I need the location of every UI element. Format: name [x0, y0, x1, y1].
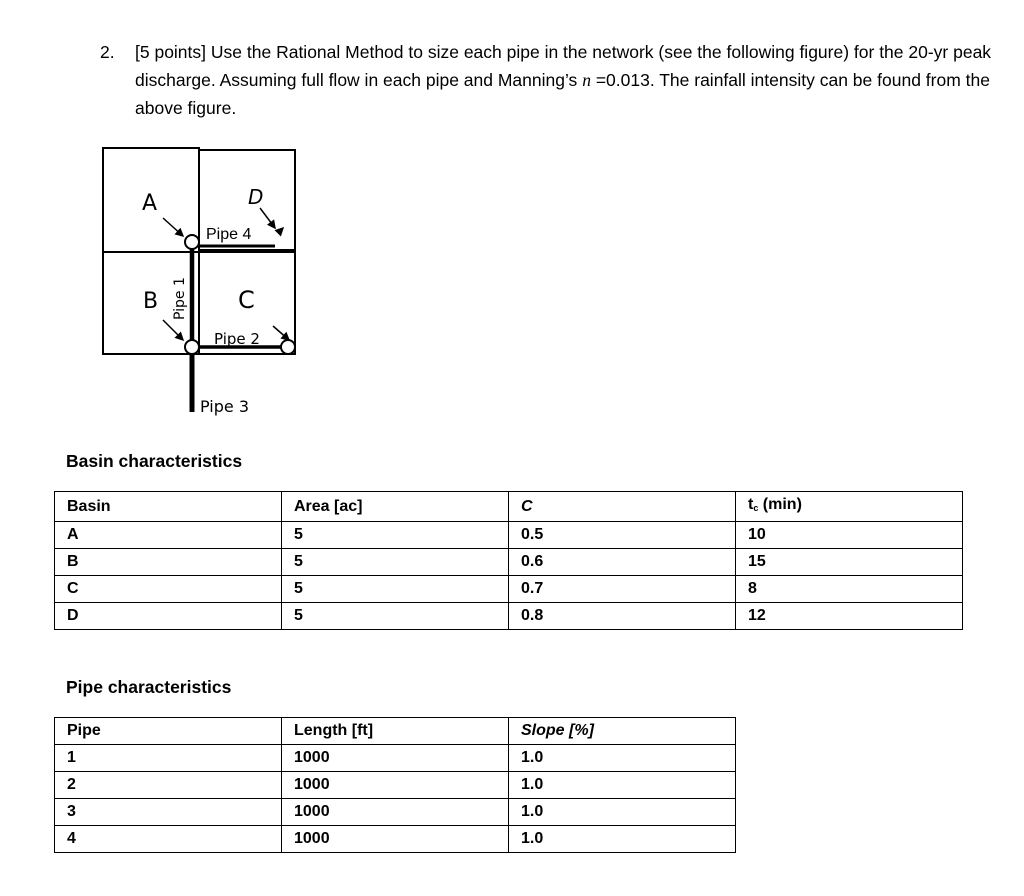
- table-row: [55, 772, 736, 799]
- header-pipe: Pipe: [55, 718, 282, 745]
- basin-a-label: A: [142, 191, 158, 216]
- pipe-4-label: Pipe 4: [206, 226, 252, 243]
- table-row: [55, 603, 963, 630]
- header-tc: [736, 492, 963, 522]
- table-row: [55, 549, 963, 576]
- header-slope: Slope [%]: [509, 718, 736, 745]
- table-row: [55, 745, 736, 772]
- junction-node-top: [185, 235, 199, 249]
- question-text: [135, 38, 1000, 122]
- tc-cell: 15: [736, 549, 963, 576]
- pipe-1-label: Pipe 1: [172, 277, 188, 320]
- length-cell: 1000: [282, 799, 509, 826]
- header-tc-sub: c: [753, 503, 759, 513]
- table-row: [55, 799, 736, 826]
- length-cell: 1000: [282, 745, 509, 772]
- header-basin: Basin: [55, 492, 282, 522]
- slope-cell: 1.0: [509, 745, 736, 772]
- manning-n-symbol: n: [582, 70, 591, 90]
- area-cell: 5: [282, 549, 509, 576]
- tc-cell: 10: [736, 522, 963, 549]
- basin-table-title: Basin characteristics: [66, 451, 243, 471]
- basin-b-arrow: [163, 320, 183, 340]
- pipe-3-label: Pipe 3: [200, 397, 250, 416]
- basin-cell: A: [55, 522, 282, 549]
- junction-node-right: [281, 340, 295, 354]
- basin-c-arrow: [273, 326, 289, 340]
- question-text-part1: Use the Rational Method to size each pipe in the network (see the following figure) for the 20-yr peak discharge. Assuming full flow in each pipe and Manning’s: [135, 42, 992, 90]
- length-cell: 1000: [282, 772, 509, 799]
- area-cell: 5: [282, 522, 509, 549]
- pipe-4-arrow: [279, 228, 283, 232]
- pipe-cell: 4: [55, 826, 282, 853]
- pipe-cell: 3: [55, 799, 282, 826]
- slope-cell: 1.0: [509, 772, 736, 799]
- basin-cell: C: [55, 576, 282, 603]
- pipe-table-title: Pipe characteristics: [66, 677, 232, 697]
- tc-cell: 12: [736, 603, 963, 630]
- question-points: [5 points]: [135, 42, 207, 62]
- basin-b-label: B: [143, 289, 159, 314]
- header-length: Length [ft]: [282, 718, 509, 745]
- header-c: C: [509, 492, 736, 522]
- junction-node-bottom: [185, 340, 199, 354]
- basin-d-arrow: [260, 208, 275, 228]
- table-row: [55, 576, 963, 603]
- pipe-network-diagram: [95, 140, 315, 425]
- basin-c-label: C: [238, 286, 255, 314]
- question-block: [100, 38, 1000, 122]
- slope-cell: 1.0: [509, 826, 736, 853]
- table-row: [55, 522, 963, 549]
- table-header-row: [55, 492, 963, 522]
- c-cell: 0.5: [509, 522, 736, 549]
- pipe-2-label: Pipe 2: [214, 330, 260, 348]
- pipe-network-figure: [95, 140, 315, 425]
- question-text-part2: =0.013. The rainfall intensity can be found from the above figure.: [135, 70, 990, 118]
- table-row: [55, 826, 736, 853]
- c-cell: 0.8: [509, 603, 736, 630]
- length-cell: 1000: [282, 826, 509, 853]
- header-tc-t: t: [748, 496, 754, 513]
- c-cell: 0.7: [509, 576, 736, 603]
- pipe-cell: 2: [55, 772, 282, 799]
- area-cell: 5: [282, 603, 509, 630]
- basin-cell: D: [55, 603, 282, 630]
- pipe-characteristics-table: [54, 717, 736, 853]
- tc-cell: 8: [736, 576, 963, 603]
- slope-cell: 1.0: [509, 799, 736, 826]
- pipe-cell: 1: [55, 745, 282, 772]
- question-number: 2.: [100, 42, 115, 62]
- basin-a-arrow: [163, 218, 183, 236]
- basin-characteristics-table: [54, 491, 963, 630]
- table-header-row: [55, 718, 736, 745]
- basin-d-label: D: [248, 185, 264, 209]
- header-tc-unit: (min): [758, 496, 802, 513]
- basin-cell: B: [55, 549, 282, 576]
- header-area: Area [ac]: [282, 492, 509, 522]
- c-cell: 0.6: [509, 549, 736, 576]
- area-cell: 5: [282, 576, 509, 603]
